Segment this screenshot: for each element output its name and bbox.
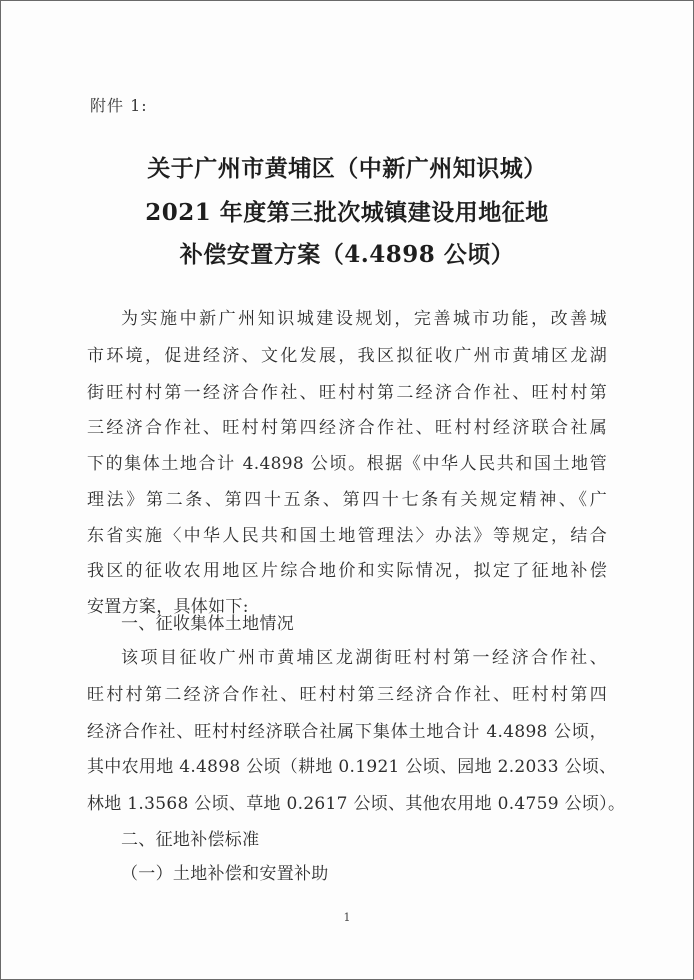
body-line: 林地 1.3568 公顷、草地 0.2617 公顷、其他农用地 0.4759 公顷）。: [87, 794, 626, 814]
document-title-line-3: 补偿安置方案（4.4898 公顷）: [179, 241, 515, 268]
document-title-line-1: 关于广州市黄埔区（中新广州知识城）: [147, 155, 547, 182]
body-line: 东省实施〈中华人民共和国土地管理法〉办法》等规定，结合: [87, 526, 607, 546]
section-heading: 一、征收集体土地情况: [121, 614, 294, 634]
body-line: 三经济合作社、旺村村第四经济合作社、旺村村经济联合社属: [87, 418, 607, 438]
body-line: 下的集体土地合计 4.4898 公顷。根据《中华人民共和国土地管: [87, 454, 607, 474]
page-number: 1: [343, 911, 351, 924]
body-line: 街旺村村第一经济合作社、旺村村第二经济合作社、旺村村第: [87, 383, 607, 403]
body-line: 旺村村第二经济合作社、旺村村第三经济合作社、旺村村第四: [87, 685, 607, 705]
body-line: 为实施中新广州知识城建设规划，完善城市功能，改善城: [121, 309, 607, 329]
body-line: 经济合作社、旺村村经济联合社属下集体土地合计 4.4898 公顷，: [87, 722, 607, 742]
document-title-line-2: 2021 年度第三批次城镇建设用地征地: [145, 199, 549, 226]
body-line: 理法》第二条、第四十五条、第四十七条有关规定精神、《广: [87, 490, 607, 510]
section-heading: 二、征地补偿标准: [121, 830, 260, 850]
attachment-label: 附件 1:: [90, 96, 148, 115]
body-line: 该项目征收广州市黄埔区龙湖街旺村村第一经济合作社、: [121, 648, 607, 668]
body-line: 安置方案，具体如下:: [87, 597, 249, 617]
subsection-heading: （一）土地补偿和安置补助: [121, 864, 329, 884]
body-line: 其中农用地 4.4898 公顷（耕地 0.1921 公顷、园地 2.2033 公顷、: [87, 757, 617, 777]
body-line: 我区的征收农用地区片综合地价和实际情况，拟定了征地补偿: [87, 561, 607, 581]
body-line: 市环境，促进经济、文化发展，我区拟征收广州市黄埔区龙湖: [87, 346, 607, 366]
